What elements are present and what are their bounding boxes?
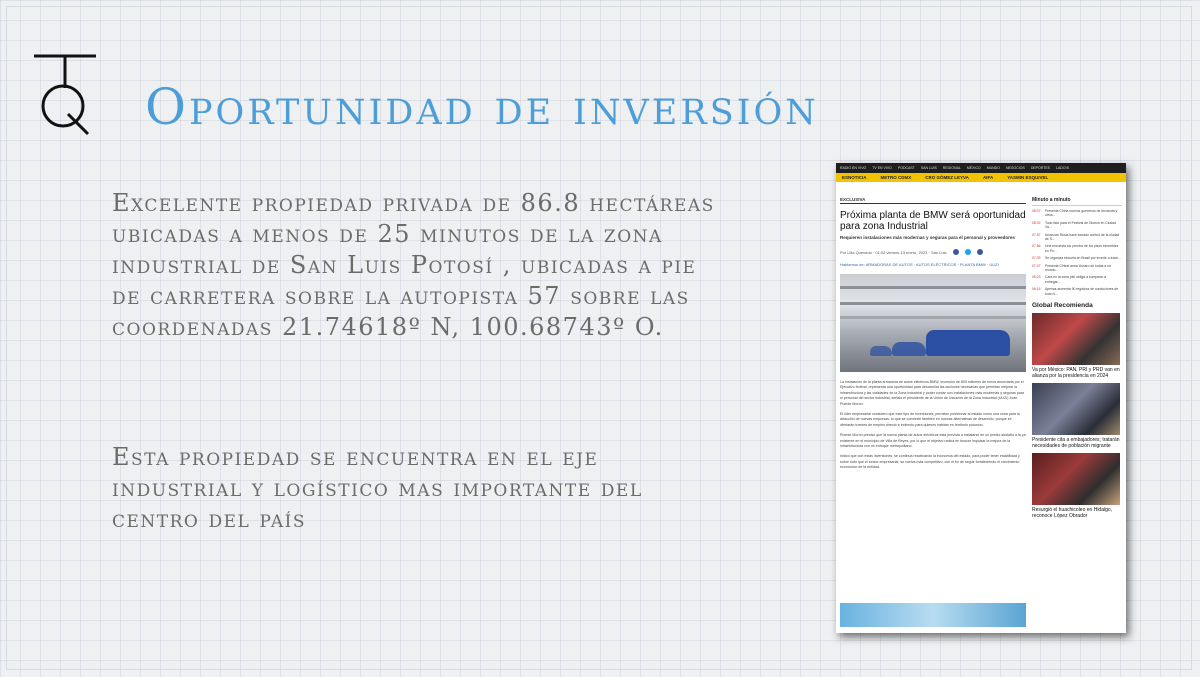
news-navbar xyxy=(836,163,1126,173)
nav-item[interactable]: DEPORTES xyxy=(1030,166,1051,170)
factory-photo xyxy=(840,274,1026,372)
article-tags[interactable]: Hablamos de: ARMADORAS DE AUTOS · AUTOS ELÉCTRICOS · PLANTA BMW · UUZI xyxy=(840,262,999,267)
article-paragraph: Puente Morón precisó que la nueva planta de autos eléctricos está prevista a instalarse en un predio aledaño a la ya existente en el municipio de Villa de Reyes, por lo que el objetivo radica en buscar impulsar la mejora de la infraestructura con un enfoque metropolitano. xyxy=(840,433,1026,449)
tq-logo xyxy=(30,48,100,138)
article-paragraph: La instalación de la planta armadora de autos eléctricos BMW, inversión de 800 millones de euros anunciada por el Ejecutivo federal, representa una oportunidad para desarrollar las acciones necesarias que permitan mejorar la infraestructura y las vialidades de la Zona Industrial y poder contar con instalaciones más modernas y seguras para el personal del sector industrial, señaló el presidente de la Unión de Usuarios de la Zona Industrial (UUZI) Juan Puente Morón. xyxy=(840,380,1024,406)
whatsapp-icon[interactable] xyxy=(977,249,983,255)
topic-link[interactable]: METRO CDMX xyxy=(880,175,912,180)
nav-item[interactable]: REGIONAL xyxy=(942,166,961,170)
section-label: EXCLUSIVA xyxy=(840,197,1026,204)
nav-item[interactable]: PODCAST xyxy=(897,166,915,170)
minute-item[interactable]: 06:23 Cara en la zona piel obliga a comparar a entregar... xyxy=(1032,275,1107,284)
minute-item[interactable]: 07:56 Una encuesta los precios de los pisos inmuebles en Po... xyxy=(1032,244,1119,253)
news-thumbnail[interactable] xyxy=(1032,453,1120,505)
recommend-link[interactable]: Presidente cita a embajadores; tratarán necesidades de población migrante xyxy=(1032,437,1120,450)
article-paragraph: El líder empresarial consideró que este tipo de inversiones, permiten posicionar al estado como una zona para la atracción de nuevas empresas, lo que se convierte también en nuevas alternativas de desarrollo, porque se ofertarán fuentes de empleo directo e indirecto para quienes habitan en territorio potosino. xyxy=(840,412,1020,427)
minute-item[interactable]: 07:39 Se organiza escuela en Brasil por invertir a trave... xyxy=(1032,256,1121,261)
recommend-title: Global Recomienda xyxy=(1032,302,1093,310)
ad-banner[interactable] xyxy=(840,603,1026,627)
nav-item[interactable]: MÉXICO xyxy=(966,166,981,170)
minute-item[interactable]: 08:07 Presenta China nuevos guerreros de terracota y otros... xyxy=(1032,209,1118,218)
nav-item[interactable]: RADIO EN VIVO xyxy=(840,166,867,170)
article-byline xyxy=(840,249,1026,255)
recommend-link[interactable]: Va por México: PAN, PRI y PRD van en alianza por la presidencia en 2024 xyxy=(1032,367,1120,380)
sidebar xyxy=(1032,197,1122,519)
topic-tag: ESNOTICIA xyxy=(842,175,867,180)
nav-item[interactable]: NEGOCIOS xyxy=(1005,166,1025,170)
nav-item[interactable]: SAN LUIS xyxy=(920,166,937,170)
slide-title: Oportunidad de inversión xyxy=(145,78,819,136)
minute-item[interactable]: 07:07 Presenta CHeat arma Uscaro de todas a un mundo... xyxy=(1032,263,1111,273)
recommend-link[interactable]: Resurgió el huachicoleo en Hidalgo, reconoce López Obrador xyxy=(1032,507,1113,520)
topic-link[interactable]: YASMIN ESQUIVEL xyxy=(1007,175,1049,180)
topic-link[interactable]: CRO GÓMEZ LEYVA xyxy=(925,175,969,180)
minute-item[interactable]: 08:02 Todo listo para el Festival de Globos en Ciudad Va... xyxy=(1032,220,1117,230)
article-subhead: Requieren instalaciones más modernas y seguras para el personal y proveedores xyxy=(840,235,1015,240)
byline-text: Por Lilia Quevedo · 01:52 viernes 13 enero, 2023 · San Luis xyxy=(840,249,947,255)
topics-bar xyxy=(836,173,1126,182)
news-thumbnail[interactable] xyxy=(1032,313,1120,365)
minute-item[interactable]: 07:57 Arrancan Rusia hace tomado control de la ciudad de S... xyxy=(1032,232,1120,242)
article-headline: Próxima planta de BMW será oportunidad para zona Industrial xyxy=(840,210,1026,232)
article-body xyxy=(840,380,1026,471)
article-column xyxy=(840,197,1026,476)
nav-item[interactable]: LADO B xyxy=(1056,166,1069,170)
topic-link[interactable]: AIFA xyxy=(982,175,994,180)
description-paragraph: Excelente propiedad privada de 86.8 hectáreas ubicadas a menos de 25 minutos de la zona industrial de San Luis Potosí , ubicadas a pie de carretera sobre la autopista 57 sobre las coordenadas 21.74618º N, 100.68743º O. xyxy=(112,189,715,341)
twitter-icon[interactable] xyxy=(965,249,971,255)
location-paragraph: Esta propiedad se encuentra en el eje industrial y logístico mas importante del centro del país xyxy=(112,443,643,533)
nav-item[interactable]: MUNDO xyxy=(986,166,1000,170)
nav-item[interactable]: TV EN VIVO xyxy=(872,166,892,170)
minute-item[interactable]: 06:16 Apenas aumenta 90 registros de conductores de todo N... xyxy=(1032,287,1119,296)
minute-title: Minuto a minuto xyxy=(1032,197,1122,206)
news-thumbnail[interactable] xyxy=(1032,383,1120,435)
article-paragraph: Indicó que con estas inversiones, se continúa reactivando la economía del estado, para poder tener estabilidad y sobre todo que el sector empresarial, se vuelva más competitivo, con el fin de seguir fortaleciendo el crecimiento económico de la entidad. xyxy=(840,454,1020,470)
newspaper-clipping xyxy=(836,163,1126,633)
facebook-icon[interactable] xyxy=(953,249,959,255)
